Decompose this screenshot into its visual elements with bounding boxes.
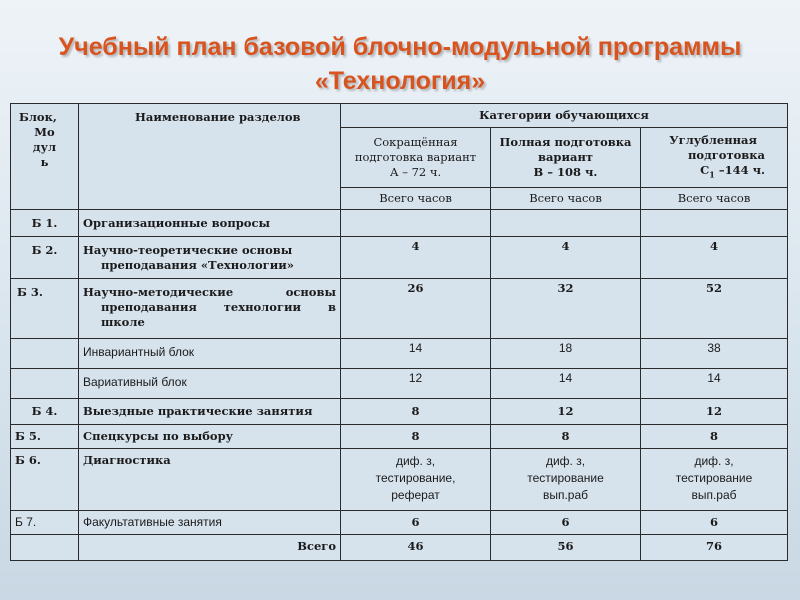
row-value-c: 6 xyxy=(641,511,788,535)
row-value-b: 56 xyxy=(491,535,641,561)
row-value-c: 38 xyxy=(641,339,788,369)
table-row-total xyxy=(11,535,788,561)
row-value-b: 6 xyxy=(491,511,641,535)
row-code: Б 5. xyxy=(11,425,79,449)
header-name: Наименование разделов xyxy=(79,104,341,210)
row-value-b: 14 xyxy=(491,369,641,399)
row-code: Б 4. xyxy=(11,399,79,425)
row-value-a: 46 xyxy=(341,535,491,561)
table-row xyxy=(11,369,788,399)
row-name: Организационные вопросы xyxy=(79,210,341,237)
curriculum-table xyxy=(10,103,788,561)
row-value-b: 32 xyxy=(491,279,641,339)
row-value-b: 12 xyxy=(491,399,641,425)
row-value-b: 18 xyxy=(491,339,641,369)
page-title xyxy=(0,30,800,98)
row-name: Диагностика xyxy=(79,449,341,511)
row-code xyxy=(11,339,79,369)
row-name: Факультативные занятия xyxy=(79,511,341,535)
header-variant-a: Сокращённая подготовка вариант А – 72 ч. xyxy=(341,128,491,188)
header-variant-b: Полная подготовка вариант В – 108 ч. xyxy=(491,128,641,188)
row-value-a: 6 xyxy=(341,511,491,535)
total-hours-b: Всего часов xyxy=(491,188,641,210)
row-code: Б 1. xyxy=(11,210,79,237)
total-hours-c: Всего часов xyxy=(641,188,788,210)
table-row xyxy=(11,449,788,511)
table-row xyxy=(11,279,788,339)
row-name: Спецкурсы по выбору xyxy=(79,425,341,449)
row-value-a: диф. з, тестирование, реферат xyxy=(341,449,491,511)
row-value-a: 26 xyxy=(341,279,491,339)
title-line-1: Учебный план базовой блочно-модульной программы xyxy=(58,33,742,61)
row-value-a xyxy=(341,210,491,237)
row-name: Выездные практические занятия xyxy=(79,399,341,425)
row-value-c xyxy=(641,210,788,237)
header-row-1 xyxy=(11,104,788,128)
row-name: Инвариантный блок xyxy=(79,339,341,369)
header-categories: Категории обучающихся xyxy=(341,104,788,128)
total-hours-a: Всего часов xyxy=(341,188,491,210)
table-row xyxy=(11,425,788,449)
row-value-c: 12 xyxy=(641,399,788,425)
row-value-a: 8 xyxy=(341,399,491,425)
row-value-c: 14 xyxy=(641,369,788,399)
table-row xyxy=(11,339,788,369)
row-value-c: 8 xyxy=(641,425,788,449)
table-row xyxy=(11,237,788,279)
row-value-c: 4 xyxy=(641,237,788,279)
row-value-a: 14 xyxy=(341,339,491,369)
row-code: Б 2. xyxy=(11,237,79,279)
row-value-b xyxy=(491,210,641,237)
row-value-a: 8 xyxy=(341,425,491,449)
row-code: Б 6. xyxy=(11,449,79,511)
table-row xyxy=(11,399,788,425)
row-code: Б 3. xyxy=(11,279,79,339)
row-value-b: диф. з, тестирование вып.раб xyxy=(491,449,641,511)
row-value-a: 4 xyxy=(341,237,491,279)
title-line-2: «Технология» xyxy=(314,67,486,95)
row-value-c: 76 xyxy=(641,535,788,561)
row-name: Вариативный блок xyxy=(79,369,341,399)
row-name: Научно-теоретические основы преподавания «Технологии» xyxy=(79,237,341,279)
row-value-b: 8 xyxy=(491,425,641,449)
row-code xyxy=(11,535,79,561)
row-value-b: 4 xyxy=(491,237,641,279)
table-row xyxy=(11,210,788,237)
row-name: Всего xyxy=(79,535,341,561)
header-variant-c: Углубленная подготовка $С_1$ –144 ч. xyxy=(641,128,788,188)
row-name: Научно-методические основы преподавания технологии в школе xyxy=(79,279,341,339)
row-value-a: 12 xyxy=(341,369,491,399)
table-row xyxy=(11,511,788,535)
row-value-c: 52 xyxy=(641,279,788,339)
row-value-c: диф. з, тестирование вып.раб xyxy=(641,449,788,511)
row-code: Б 7. xyxy=(11,511,79,535)
row-code xyxy=(11,369,79,399)
header-block: Блок, Мо дул ь xyxy=(11,104,79,210)
